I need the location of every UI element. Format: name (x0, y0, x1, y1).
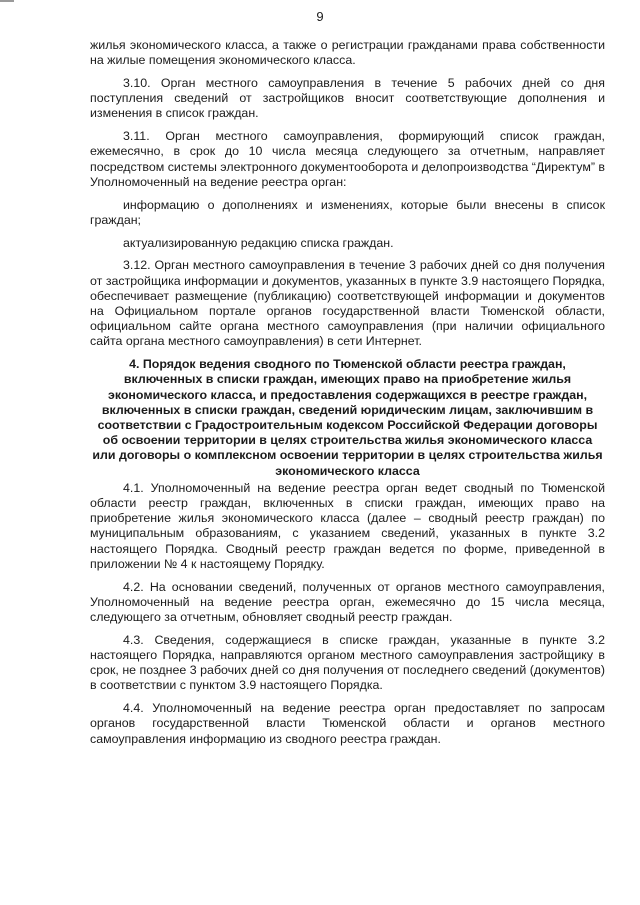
scan-edge-mark (0, 0, 14, 2)
paragraph-3-11-item-2: актуализированную редакцию списка граждан. (123, 235, 394, 250)
paragraph-4-3: 4.3. Сведения, содержащиеся в списке граждан, указанные в пункте 3.2 настоящего Порядка, направляются органом местного самоуправления застройщику в срок, не позднее 3 рабочих дней со дня получения от последнего сведений (документов) в соответствии с пунктом 3.9 настоящего Порядка. (90, 632, 605, 693)
paragraph-4-4: 4.4. Уполномоченный на ведение реестра орган предоставляет по запросам органов государственной власти Тюменской области и органов местного самоуправления информацию из сводного реестра граждан. (90, 701, 605, 746)
paragraph-3-12: 3.12. Орган местного самоуправления в течение 3 рабочих дней со дня получения от застройщика информации и документов, указанных в пункте 3.9 настоящего Порядка, обеспечивает размещение (публикацию) соответствующей информации и документов на Официальном портале органов государственной власти Тюменской области, официальном сайте органа местного самоуправления (при наличии официального сайта органа местного самоуправления) в сети Интернет. (90, 258, 605, 349)
page-number: 9 (316, 9, 324, 24)
paragraph-4-2: 4.2. На основании сведений, полученных от органов местного самоуправления, Уполномоченный на ведение реестра орган, ежемесячно до 15 числа месяца, следующего за отчетным, обновляет сводный реестр граждан. (90, 579, 605, 625)
paragraph-continued: жилья экономического класса, а также о регистрации гражданами права собственности на жилые помещения экономического класса. (90, 38, 605, 68)
paragraph-3-10: 3.10. Орган местного самоуправления в течение 5 рабочих дней со дня поступления сведений от застройщиков вносит соответствующие дополнения и изменения в список граждан. (90, 76, 605, 121)
document-body (90, 38, 605, 754)
section-4-heading: 4. Порядок ведения сводного по Тюменской области реестра граждан, включенных в списки граждан, имеющих право на приобретение жилья экономического класса, и предоставления содержащихся в реестре граждан, включенных в списки граждан, сведений юридическим лицам, заключившим в соответствии с Градостроительным кодексом Российской Федерации договоры об освоении территории в целях строительства жилья экономического класса или договоры о комплексном освоении территории в целях строительства жилья экономического класса (92, 357, 603, 478)
paragraph-3-11: 3.11. Орган местного самоуправления, формирующий список граждан, ежемесячно, в срок до 10 числа месяца следующего за отчетным, направляет посредством системы электронного документооборота и делопроизводства “Директум” в Уполномоченный на ведение реестра орган: (90, 129, 606, 189)
paragraph-4-1: 4.1. Уполномоченный на ведение реестра орган ведет сводный по Тюменской области реестр граждан, включенных в списки граждан, имеющих право на приобретение жилья экономического класса (далее – сводный реестр граждан) по муниципальным образованиям, с указанием сведений, указанных в пункте 3.2 настоящего Порядка. Сводный реестр граждан ведется по форме, приведенной в приложении № 4 к настоящему Порядку. (90, 480, 605, 571)
paragraph-3-11-item-1: информацию о дополнениях и изменениях, которые были внесены в список граждан; (90, 197, 605, 227)
